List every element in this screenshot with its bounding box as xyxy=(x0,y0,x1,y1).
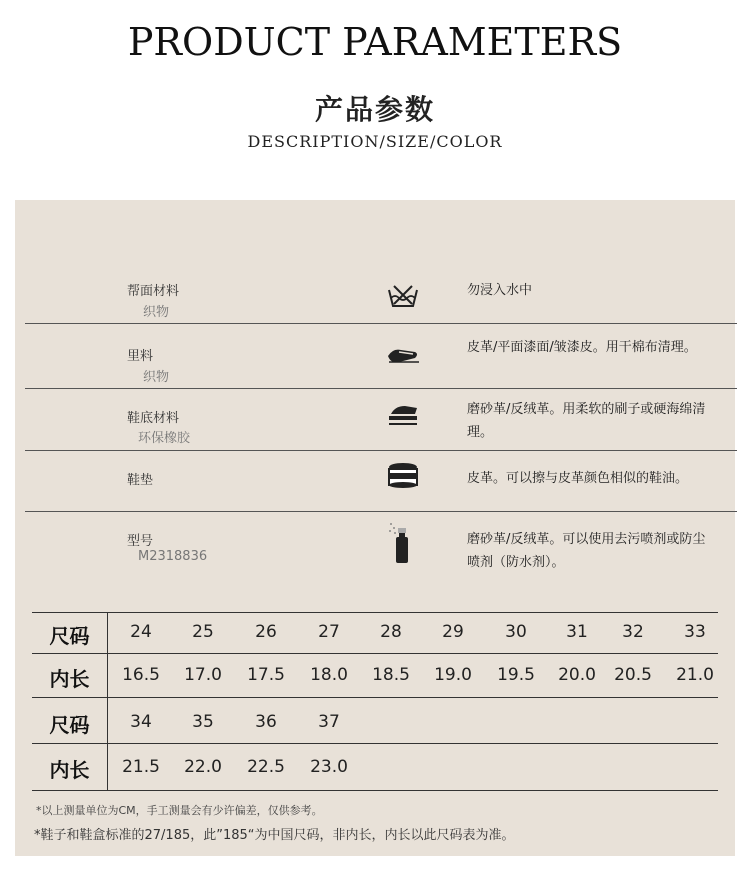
table-border xyxy=(32,612,718,613)
size-cell: 24 xyxy=(130,622,152,642)
page-title: PRODUCT PARAMETERS xyxy=(127,20,623,64)
table-border xyxy=(32,743,718,744)
page-title-cn: 产品参数 xyxy=(314,93,435,126)
brush-icon xyxy=(385,400,421,430)
length-cell: 21.0 xyxy=(676,665,714,685)
size-cell: 35 xyxy=(192,712,214,732)
param-desc-lining: 皮革/平面漆面/皱漆皮。用干棉布清理。 xyxy=(467,340,697,355)
size-cell: 37 xyxy=(318,712,340,732)
divider xyxy=(25,323,737,324)
divider xyxy=(25,511,737,512)
length-cell: 19.5 xyxy=(497,665,535,685)
param-label-upper: 帮面材料 xyxy=(127,284,180,299)
no-water-icon xyxy=(385,280,421,310)
length-cell: 19.0 xyxy=(434,665,472,685)
divider xyxy=(25,450,737,451)
length-cell: 17.0 xyxy=(184,665,222,685)
param-value-model: M2318836 xyxy=(138,549,208,564)
length-cell: 18.5 xyxy=(372,665,410,685)
table-border xyxy=(32,697,718,698)
size-cell: 33 xyxy=(684,622,706,642)
param-desc-insole: 皮革。可以擦与皮革颜色相似的鞋油。 xyxy=(467,471,689,486)
length-cell: 20.5 xyxy=(614,665,652,685)
shoe-polish-icon xyxy=(385,461,421,491)
length-cell: 17.5 xyxy=(247,665,285,685)
length-header: 内长 xyxy=(49,667,90,691)
size-header: 尺码 xyxy=(49,713,90,737)
note-measurement: *以上测量单位为CM，手工测量会有少许偏差，仅供参考。 xyxy=(36,804,323,817)
size-cell: 29 xyxy=(442,622,464,642)
divider xyxy=(25,388,737,389)
page-subtitle: DESCRIPTION/SIZE/COLOR xyxy=(247,132,503,151)
cloth-wipe-icon xyxy=(385,340,421,370)
table-border xyxy=(32,653,718,654)
size-cell: 26 xyxy=(255,622,277,642)
size-cell: 30 xyxy=(505,622,527,642)
length-cell: 21.5 xyxy=(122,757,160,777)
size-cell: 36 xyxy=(255,712,277,732)
length-cell: 23.0 xyxy=(310,757,348,777)
size-cell: 32 xyxy=(622,622,644,642)
size-cell: 27 xyxy=(318,622,340,642)
param-label-sole: 鞋底材料 xyxy=(127,411,180,426)
length-cell: 16.5 xyxy=(122,665,160,685)
param-value-lining: 织物 xyxy=(143,370,170,385)
note-size-standard: *鞋子和鞋盒标准的27/185，此”185“为中国尺码，非内长，内长以此尺码表为准。 xyxy=(34,828,515,843)
param-desc-model: 磨砂革/反绒革。可以使用去污喷剂或防尘喷剂（防水剂）。 xyxy=(467,532,706,570)
table-border xyxy=(107,612,108,790)
size-cell: 31 xyxy=(566,622,588,642)
length-cell: 22.0 xyxy=(184,757,222,777)
length-header: 内长 xyxy=(49,758,90,782)
param-label-model: 型号 xyxy=(127,534,154,549)
param-label-lining: 里料 xyxy=(127,349,154,364)
size-cell: 34 xyxy=(130,712,152,732)
param-desc-upper: 勿浸入水中 xyxy=(467,283,533,298)
param-value-upper: 织物 xyxy=(143,305,170,320)
size-header: 尺码 xyxy=(49,624,90,648)
length-cell: 18.0 xyxy=(310,665,348,685)
size-cell: 28 xyxy=(380,622,402,642)
spray-bottle-icon xyxy=(385,520,421,566)
param-value-sole: 环保橡胶 xyxy=(138,431,191,446)
table-border xyxy=(32,790,718,791)
length-cell: 20.0 xyxy=(558,665,596,685)
param-desc-sole: 磨砂革/反绒革。用柔软的刷子或硬海绵清理。 xyxy=(467,402,706,440)
param-label-insole: 鞋垫 xyxy=(127,473,154,488)
length-cell: 22.5 xyxy=(247,757,285,777)
size-cell: 25 xyxy=(192,622,214,642)
